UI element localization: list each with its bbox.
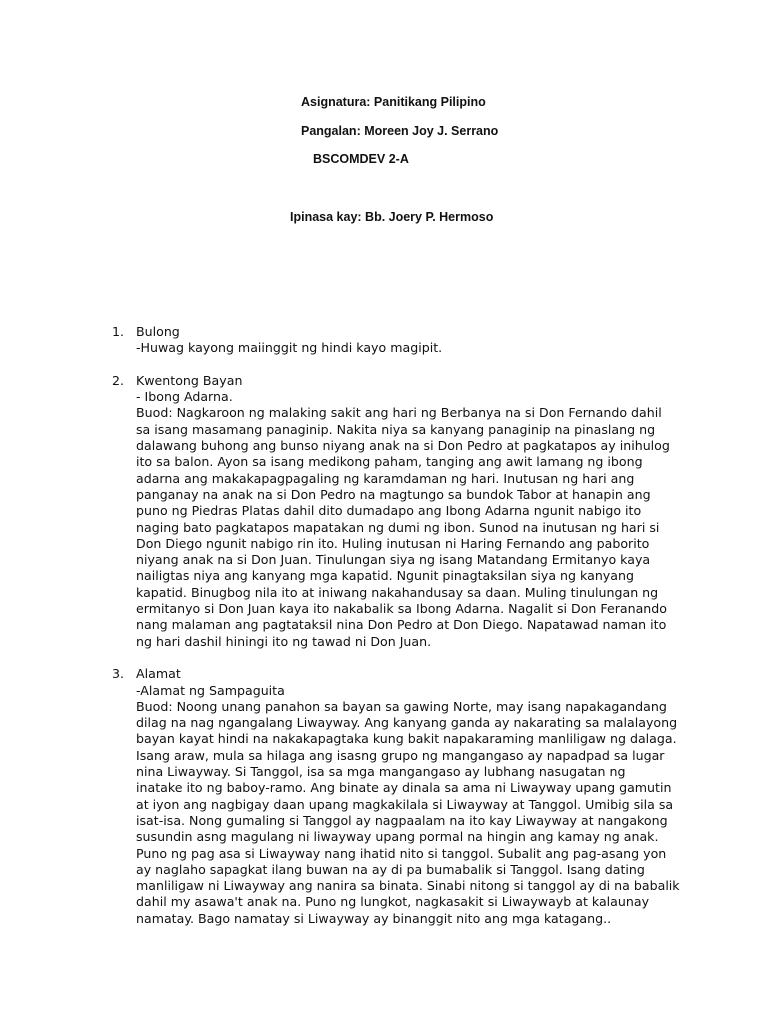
item-number: 2. [112,372,125,388]
summary-line: bayan kayat hindi na nakakapagtaka kung bakit napakaraming manliligaw ng dalaga. [136,731,677,747]
item-subtitle: -Alamat ng Sampaguita [136,682,285,698]
summary-line: susundin asng magulang ni liwayway upang pormal na hingin ang kamay ng anak. [136,829,659,845]
summary-line: niyang anak na si Don Juan. Tinulungan siya ng isang Matandang Ermitanyo kaya [136,552,651,568]
list-item-bulong [112,324,692,357]
summary-line: manliligaw ni Liwayway ang nanira sa binata. Sinabi nitong si tanggol ay di na babalik [136,878,680,894]
item-number: 3. [112,666,125,682]
summary-line: ay naglaho sapagkat ilang buwan na ay di pa bumabalik si Tanggol. Isang dating [136,861,645,877]
summary-line: Buod: Nagkaroon ng malaking sakit ang hari ng Berbanya na si Don Fernando dahil [136,405,662,421]
item-title: Bulong [136,324,180,339]
summary-line: ito sa balon. Ayon sa isang medikong paham, tanging ang awit lamang ng ibong [136,454,643,470]
section-line: BSCOMDEV 2-A [313,152,409,166]
item-summary [136,405,692,649]
summary-line: nang malaman ang pagtataksil nina Don Pedro at Don Diego. Napatawad naman ito [136,617,667,633]
item-number: 1. [112,324,125,339]
subject-line: Asignatura: Panitikang Pilipino [301,95,486,109]
student-name-line: Pangalan: Moreen Joy J. Serrano [301,124,499,138]
summary-line: adarna ang makakapagpagaling ng karamdaman ng hari. Inutusan ng hari ang [136,470,635,486]
summary-line: Isang araw, mula sa hilaga ang isasng grupo ng mangangaso ay napadpad sa lugar [136,747,665,763]
summary-line: nailigtas niya ang kanyang mga kapatid. Ngunit pinagtaksilan siya ng kanyang [136,568,634,584]
summary-line: nina Liwayway. Si Tanggol, isa sa mga mangangaso ay lubhang nasugatan ng [136,764,626,780]
summary-line: ermitanyo si Don Juan kaya ito nakabalik sa Ibong Adarna. Nagalit si Don Feranando [136,601,667,617]
summary-line: Puno ng pag asa si Liwayway nang ihatid nito si tanggol. Subalit ang pag-asang yon [136,845,667,861]
item-title: Alamat [136,666,181,682]
item-subtitle: -Huwag kayong maiinggit ng hindi kayo magipit. [136,340,443,356]
list-item-kwentong-bayan [112,373,692,650]
item-summary [136,699,692,927]
item-body [136,373,692,650]
summary-line: Don Diego ngunit nabigo rin ito. Huling inutusan ni Haring Fernando ang paborito [136,535,650,551]
summary-line: isat-isa. Nong gumaling si Tanggol ay nagpaalam na ito kay Liwayway at nangakong [136,812,668,828]
item-body [136,666,692,927]
literature-list [112,324,692,943]
summary-line: kapatid. Binugbog nila ito at iniwang nakahandusay sa daan. Muling tinulungan ng [136,584,659,600]
summary-line: puno ng Piedras Platas dahil dito dumadapo ang Ibong Adarna ngunit nabigo ito [136,503,642,519]
summary-line: at iyon ang nagbigay daan upang magkakilala si Liwayway at Tanggol. Umibig sila sa [136,796,674,812]
summary-line: dilag na nag ngangalang Liwayway. Ang kanyang ganda ay nakarating sa malalayong [136,715,678,731]
item-title: Kwentong Bayan [136,372,243,388]
item-subtitle: - Ibong Adarna. [136,389,233,405]
summary-line: ng hari dashil hiningi ito ng tawad ni Don Juan. [136,633,432,649]
summary-line: Buod: Noong unang panahon sa bayan sa gawing Norte, may isang napakagandang [136,698,667,714]
item-body [136,324,692,357]
summary-line: panganay na anak na si Don Pedro na magtungo sa bundok Tabor at hanapin ang [136,486,651,502]
summary-line: dalawang buhong ang bunso niyang anak na si Don Pedro at pagkatapos ay inihulog [136,438,670,454]
summary-line: dahil my asawa't anak na. Puno ng lungkot, nagkasakit si Liwaywayb at kalaunay [136,894,650,910]
list-item-alamat [112,666,692,927]
summary-line: namatay. Bago namatay si Liwayway ay binanggit nito ang mga katagang.. [136,910,612,926]
summary-line: naging bato pagkatapos mapatakan ng dumi ng ibon. Sunod na inutusan ng hari si [136,519,660,535]
submitted-to-line: Ipinasa kay: Bb. Joery P. Hermoso [290,210,494,224]
summary-line: sa isang masamang panaginip. Nakita niya sa kanyang panaginip na pinaslang ng [136,421,656,437]
summary-line: inatake ito ng baboy-ramo. Ang binate ay dinala sa ama ni Liwayway upang gamutin [136,780,672,796]
